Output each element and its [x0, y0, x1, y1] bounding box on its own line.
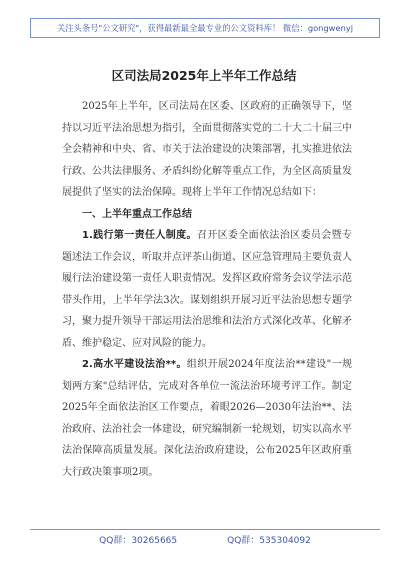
footer-qq-group-1: QQ群：30265665 — [99, 536, 178, 546]
item-text-2: 组织开展2024年度法治**建设"一规划两方案"总结评估，完成对各单位一流法治环境考评工作。制定2025年全面依法治区工作要点，着眼2026—2030年法治**、法治政府、法治社会一体建设，研究编制新一轮规划，切实以高水平法治保障高质量发展。深化法治政府建设，公布2025年区政府重大行政决策事项2项。 — [62, 359, 352, 478]
item-title-2: 2.高水平建设法治**。 — [82, 359, 187, 370]
promo-banner-text: 关注头条号"公文研究"，获得最新最全最专业的公文资料库！ 微信：gongwenyj — [56, 23, 354, 33]
item-title-1: 1.践行第一责任人制度。 — [82, 230, 197, 241]
footer-qq-group-2: QQ群：535304092 — [227, 536, 311, 546]
footer-contact — [30, 529, 380, 549]
item-text-1: 召开区委全面依法治区委员会暨专题述法工作会议，听取并点评茶山街道、区应急管理局主要负责人履行法治建设第一责任人职责情况。发挥区政府常务会议学法示范带头作用，上半年学法3次。谋划组织开展习近平法治思想专题学习，聚力提升领导干部运用法治思维和法治方式深化改革、化解矛盾、维护稳定、应对风险的能力。 — [62, 230, 352, 349]
section-heading: 一、上半年重点工作总结 — [82, 208, 192, 220]
item-paragraph-1 — [62, 225, 352, 354]
document-title: 区司法局2025年上半年工作总结 — [111, 68, 297, 83]
intro-paragraph: 2025年上半年，区司法局在区委、区政府的正确领导下，坚持以习近平法治思想为指引，全面贯彻落实党的二十大二十届三中全会精神和中央、省、市关于法治建设的决策部署，扎实推进依法行政、公共法律服务、矛盾纠纷化解等重点工作，为全区高质量发展提供了坚实的法治保障。现将上半年工作情况总结如下： — [62, 101, 352, 198]
document-body — [62, 96, 352, 483]
item-paragraph-2 — [62, 354, 352, 483]
promo-banner — [30, 18, 380, 38]
